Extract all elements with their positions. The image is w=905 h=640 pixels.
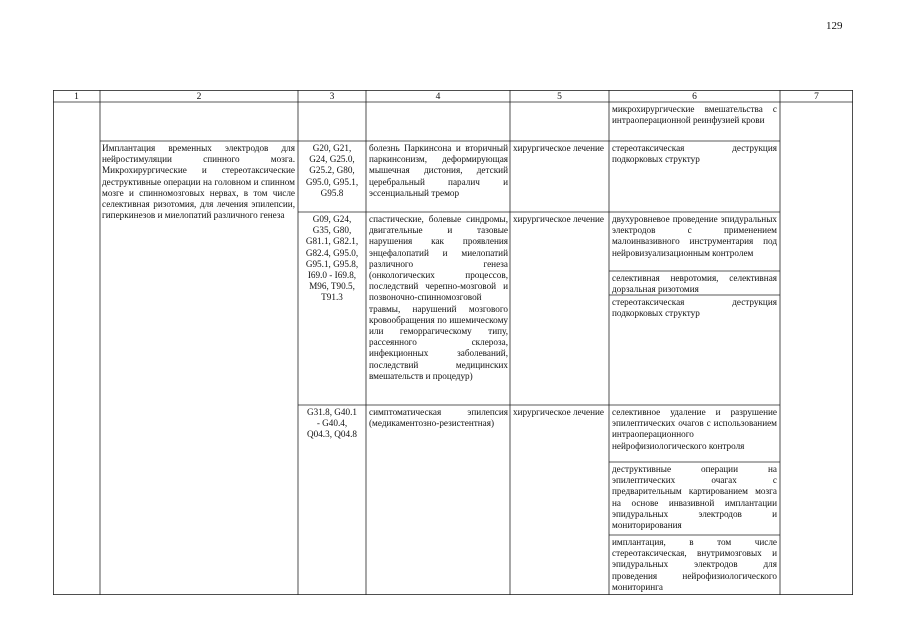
- row-2-treatment: хирургическое лечение: [513, 214, 604, 224]
- header-col-7: 7: [814, 92, 819, 102]
- row-1-treatment: хирургическое лечение: [513, 143, 604, 153]
- header-col-2: 2: [196, 92, 202, 102]
- header-col-1: 1: [74, 92, 79, 102]
- row-1-condition: болезнь Паркинсона и вторичный паркинсонизм, деформирующая мышечная дистония, детский церебральный паралич и эссенциальный тремор: [369, 143, 508, 198]
- header-col-6: 6: [692, 92, 697, 102]
- procedure-description: Имплантация временных электродов для нейростимуляции спинного мозга. Микрохирургические и стереотаксические деструктивные операции на головном и спинном мозге и спинномозговых нервах, в том числе селективная ризотомия, для лечения эпилепсии, гиперкинезов и миелопатий различного генеза: [102, 143, 295, 221]
- row-3-method-2: деструктивные операции на эпилептических очагах с предварительным картированием мозга на основе инвазивной имплантации эпидуральных электродов и мониторирования: [612, 464, 777, 531]
- header-col-4: 4: [435, 92, 441, 102]
- row-1-method-1: стереотаксическая деструкция подкорковых структур: [612, 143, 777, 165]
- row-3-condition: симптоматическая эпилепсия (медикаментозно-резистентная): [369, 407, 508, 429]
- row-2-method-3: стереотаксическая деструкция подкорковых структур: [612, 297, 777, 319]
- row-3-method-1: селективное удаление и разрушение эпилептических очагов с использованием интраоперационного нейрофизиологического контроля: [612, 407, 777, 451]
- row-2-method-1: двухуровневое проведение эпидуральных электродов с применением малоинвазивного инструментария под нейровизуализационным контролем: [612, 214, 777, 258]
- procedures-table: [53, 90, 853, 595]
- row-2-condition: спастические, болевые синдромы, двигательные и тазовые нарушения как проявления энцефалопатий и миелопатий различного генеза (онкологических процессов, последствий черепно-мозговой и позвоночно-спинномозговой травмы, нарушений мозгового кровообращения по ишемическому или геморрагическому типу, рассеянного склероза, инфекционных заболеваний, последствий медицинских вмешательств и процедур): [369, 214, 508, 381]
- header-col-3: 3: [329, 92, 335, 102]
- row-2-codes: G09, G24, G35, G80, G81.1, G82.1, G82.4, G95.0, G95.1, G95.8, I69.0 - I69.8, M96, T90.5, T91.3: [305, 214, 359, 303]
- row-2-method-2: селективная невротомия, селективная дорзальная ризотомия: [612, 273, 777, 295]
- row-3-method-3: имплантация, в том числе стереотаксическая, внутримозговых и эпидуральных электродов для проведения нейрофизиологического мониторинга: [612, 537, 777, 592]
- row-1-codes: G20, G21, G24, G25.0, G25.2, G80, G95.0, G95.1, G95.8: [305, 143, 359, 198]
- row-3-treatment: хирургическое лечение: [513, 407, 604, 417]
- page-number: 129: [826, 20, 843, 32]
- header-col-5: 5: [557, 92, 562, 102]
- row-3-codes: G31.8, G40.1 - G40.4, Q04.3, Q04.8: [306, 407, 358, 440]
- continued-method-cell: микрохирургические вмешательства с интраоперационной реинфузией крови: [612, 104, 777, 126]
